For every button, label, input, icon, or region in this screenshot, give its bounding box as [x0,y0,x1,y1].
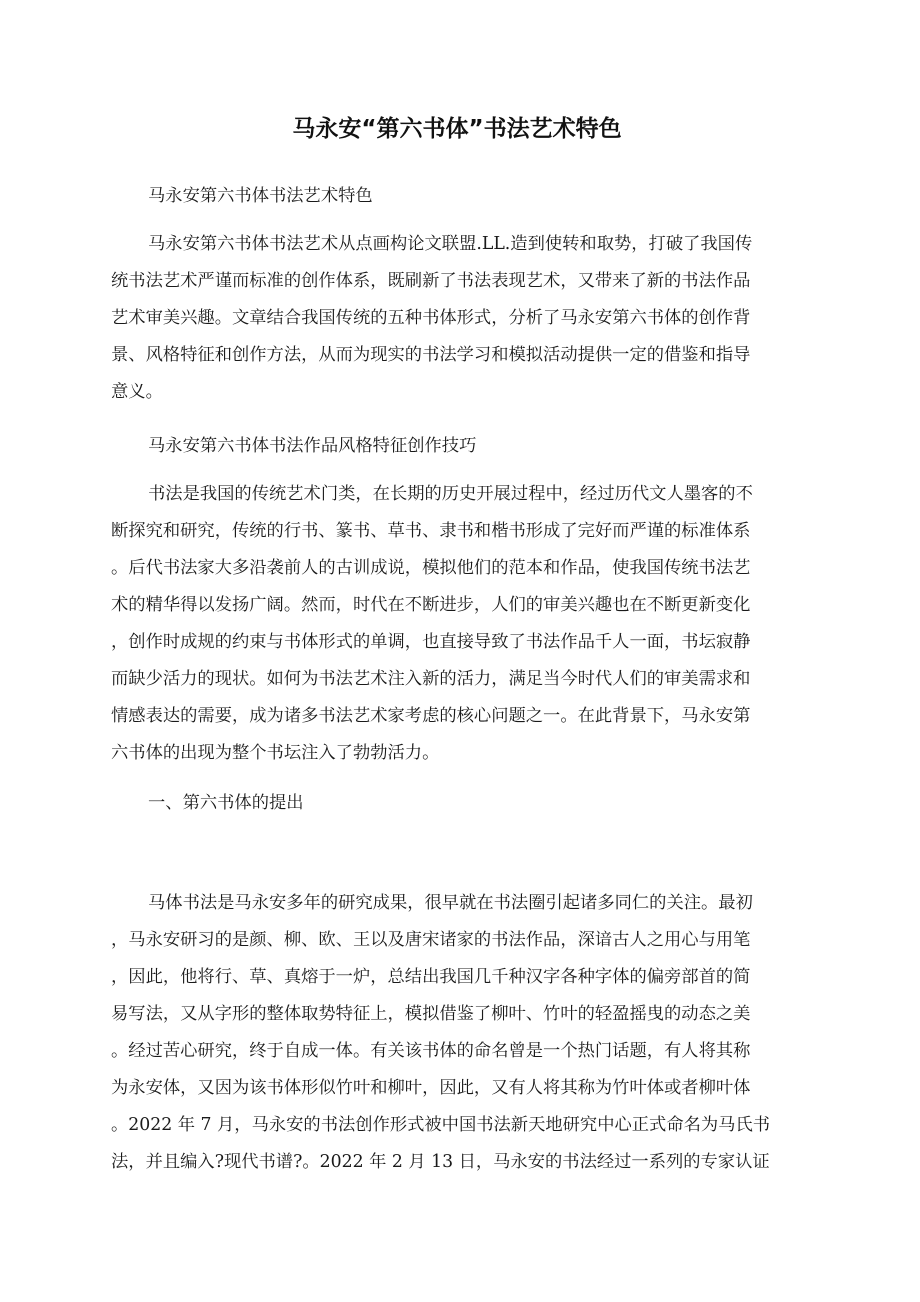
text-line: 断探究和研究，传统的行书、篆书、草书、隶书和楷书形成了完好而严谨的标准体系 [111,521,751,541]
text-line: 景、风格特征和创作方法，从而为现实的书法学习和模拟活动提供一定的借鉴和指导 [111,345,751,365]
text-line: 。后代书法家大多沿袭前人的古训成说，模拟他们的范本和作品，使我国传统书法艺 [111,558,751,578]
document-title: 马永安“第六书体”书法艺术特色 [292,116,622,142]
text-line: 法，并且编入?现代书谱?。2022 年 2 月 13 日，马永安的书法经过一系列的专家认证 [111,1152,770,1172]
text-line: ，创作时成规的约束与书体形式的单调，也直接导致了书法作品千人一面，书坛寂静 [111,632,751,652]
text-line: 马体书法是马永安多年的研究成果，很早就在书法圈引起诸多同仁的关注。最初 [148,893,753,913]
text-line: 易写法，又从字形的整体取势特征上，模拟借鉴了柳叶、竹叶的轻盈摇曳的动态之美 [111,1004,751,1024]
text-line: 。2022 年 7 月，马永安的书法创作形式被中国书法新天地研究中心正式命名为马氏书 [111,1115,771,1135]
text-line: 。经过苦心研究，终于自成一体。有关该书体的命名曾是一个热门话题，有人将其称 [111,1041,751,1061]
text-line: 书法是我国的传统艺术门类，在长期的历史开展过程中，经过历代文人墨客的不 [148,484,753,504]
text-line: 为永安体，又因为该书体形似竹叶和柳叶，因此，又有人将其称为竹叶体或者柳叶体 [111,1078,751,1098]
keywords: 马永安第六书体书法作品风格特征创作技巧 [148,436,477,456]
text-line: 而缺少活力的现状。如何为书法艺术注入新的活力，满足当今时代人们的审美需求和 [111,669,751,689]
intro-paragraph [111,476,803,772]
text-line: 意义。 [111,382,163,402]
text-line: ，因此，他将行、草、真熔于一炉，总结出我国几千种汉字各种字体的偏旁部首的简 [111,967,751,987]
text-line: 艺术审美兴趣。文章结合我国传统的五种书体形式，分析了马永安第六书体的创作背 [111,308,751,328]
text-line: 情感表达的需要，成为诸多书法艺术家考虑的核心问题之一。在此背景下，马永安第 [111,706,751,726]
section1-paragraph [111,885,803,1181]
subtitle: 马永安第六书体书法艺术特色 [148,186,373,206]
text-line: 六书体的出现为整个书坛注入了勃勃活力。 [111,743,440,763]
text-line: 统书法艺术严谨而标准的创作体系，既刷新了书法表现艺术，又带来了新的书法作品 [111,271,751,291]
text-line: 马永安第六书体书法艺术从点画构论文联盟.LL.造到使转和取势，打破了我国传 [148,234,753,254]
section-heading: 一、第六书体的提出 [148,793,304,813]
abstract-paragraph [111,226,803,411]
text-line: 术的精华得以发扬广阔。然而，时代在不断进步，人们的审美兴趣也在不断更新变化 [111,595,751,615]
text-line: ，马永安研习的是颜、柳、欧、王以及唐宋诸家的书法作品，深谙古人之用心与用笔 [111,930,751,950]
